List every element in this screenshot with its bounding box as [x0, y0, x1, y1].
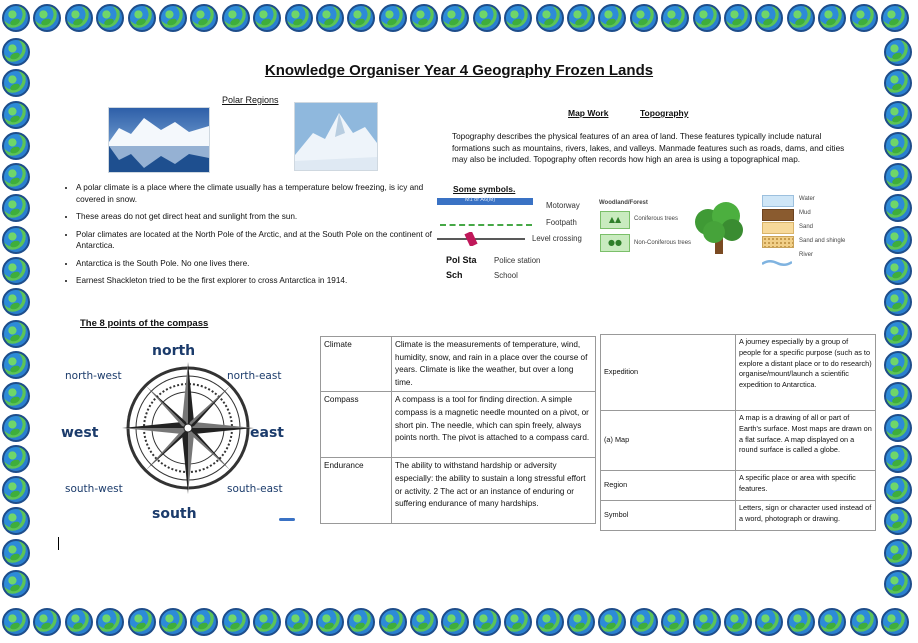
definition-cell: Climate is the measurements of temperature, wind, humidity, snow, and rain in a place over the course of years. Climate is like the weather, but over a long time. — [392, 337, 596, 392]
globe-icon — [884, 288, 912, 316]
globe-icon — [884, 351, 912, 379]
definition-cell: A compass is a tool for finding direction. A simple compass is a magnetic needle mounted on a pivot, or short pin. The needle, which can spin freely, always points north. The pivot is attached to a compass card. — [392, 392, 596, 458]
compass-east: east — [250, 425, 284, 441]
definition-cell: A map is a drawing of all or part of Earth's surface. Most maps are drawn on a flat surface. A map displayed on a round surface is called a globe. — [736, 411, 876, 471]
coniferous-icon: ▲▲ — [600, 211, 630, 229]
sand-label: Sand — [799, 224, 814, 230]
globe-icon — [2, 382, 30, 410]
ice-mountain-photo — [294, 102, 378, 171]
globe-icon — [65, 4, 93, 32]
abbrev-sch-meaning: School — [494, 271, 518, 280]
non-coniferous-label: Non-Coniferous trees — [634, 240, 692, 246]
list-item: • A polar climate is a place where the climate usually has a temperature below freezing, is icy and covered in snow. — [76, 182, 446, 205]
globe-icon — [33, 608, 61, 636]
term-cell: Symbol — [601, 501, 736, 531]
globe-icon — [473, 608, 501, 636]
level-crossing-label: Level crossing — [532, 234, 582, 243]
sand-shingle-swatch — [762, 236, 794, 248]
border-top — [2, 4, 912, 32]
globe-icon — [316, 4, 344, 32]
globe-icon — [818, 608, 846, 636]
globe-icon — [347, 608, 375, 636]
globe-icon — [567, 4, 595, 32]
footpath-label: Footpath — [546, 218, 577, 227]
globe-icon — [724, 4, 752, 32]
definition-cell: The ability to withstand hardship or adversity especially: the ability to sustain a long stressful effort or activity. 2 The act or an instance of enduring or suffering endurance of many hardships. — [392, 458, 596, 524]
list-item: • Polar climates are located at the North Pole of the Arctic, and at the South Pole on the continent of Antarctica. — [76, 229, 446, 252]
tree-icon — [690, 200, 748, 256]
globe-icon — [2, 101, 30, 129]
abbrev-pol-sta-code: Pol Sta — [446, 255, 477, 265]
term-cell: Region — [601, 471, 736, 501]
globe-icon — [881, 608, 909, 636]
compass-heading: The 8 points of the compass — [80, 318, 209, 329]
compass-north: north — [152, 343, 196, 359]
topography-paragraph: Topography describes the physical features of an area of land. These features typically include natural formations such as mountains, rivers, lakes, and valleys. Manmade features such as roads, dams, and cities may also be included. Topography often records how high an area is using a topographical map. — [452, 132, 845, 165]
term-cell: Climate — [321, 337, 392, 392]
globe-icon — [884, 226, 912, 254]
globe-icon — [881, 4, 909, 32]
globe-icon — [787, 608, 815, 636]
definition-cell: A specific place or area with specific features. — [736, 471, 876, 501]
compass-north-east: north-east — [227, 370, 282, 382]
globe-icon — [693, 4, 721, 32]
globe-icon — [884, 163, 912, 191]
globe-icon — [2, 351, 30, 379]
globe-icon — [2, 539, 30, 567]
globe-icon — [379, 4, 407, 32]
abbrev-pol-sta-meaning: Police station — [494, 256, 541, 265]
globe-icon — [473, 4, 501, 32]
motorway-label: Motorway — [546, 201, 580, 210]
small-blue-mark — [279, 518, 295, 521]
compass-south: south — [152, 506, 197, 522]
globe-icon — [285, 608, 313, 636]
woodland-heading: Woodland/Forest — [599, 200, 648, 206]
globe-icon — [504, 608, 532, 636]
list-item: • Earnest Shackleton tried to be the first explorer to cross Antarctica in 1914. — [76, 275, 446, 287]
globe-icon — [159, 608, 187, 636]
table-row — [321, 337, 596, 392]
list-item: • These areas do not get direct heat and sunlight from the sun. — [76, 211, 446, 223]
globe-icon — [33, 4, 61, 32]
vocab-table-right — [600, 334, 876, 531]
coniferous-label: Coniferous trees — [634, 216, 679, 222]
globe-icon — [884, 476, 912, 504]
mud-swatch — [762, 209, 794, 221]
globe-icon — [253, 4, 281, 32]
globe-icon — [222, 608, 250, 636]
globe-icon — [567, 608, 595, 636]
water-swatch — [762, 195, 794, 207]
globe-icon — [96, 4, 124, 32]
border-bottom — [2, 608, 912, 636]
globe-icon — [2, 4, 30, 32]
globe-icon — [253, 608, 281, 636]
water-label: Water — [799, 196, 815, 202]
compass-north-west: north-west — [65, 370, 122, 382]
polar-regions-heading: Polar Regions — [222, 95, 279, 105]
globe-icon — [884, 414, 912, 442]
motorway-symbol — [437, 198, 533, 205]
globe-icon — [190, 4, 218, 32]
symbols-heading: Some symbols. — [453, 184, 516, 194]
globe-icon — [630, 608, 658, 636]
globe-icon — [884, 320, 912, 348]
term-cell: (a) Map — [601, 411, 736, 471]
sand-shingle-label: Sand and shingle — [799, 238, 846, 244]
globe-icon — [787, 4, 815, 32]
globe-icon — [410, 4, 438, 32]
table-row — [321, 458, 596, 524]
footpath-symbol — [440, 224, 532, 226]
globe-icon — [2, 570, 30, 598]
compass-west: west — [61, 425, 99, 441]
globe-icon — [441, 608, 469, 636]
globe-icon — [2, 163, 30, 191]
list-item: • Antarctica is the South Pole. No one lives there. — [76, 258, 446, 270]
globe-icon — [598, 608, 626, 636]
sand-swatch — [762, 222, 794, 234]
motorway-code: M1 or A6(M) — [465, 197, 496, 203]
globe-icon — [818, 4, 846, 32]
globe-icon — [504, 4, 532, 32]
globe-icon — [884, 507, 912, 535]
globe-icon — [65, 608, 93, 636]
border-right — [884, 38, 912, 601]
table-row — [601, 471, 876, 501]
globe-icon — [884, 570, 912, 598]
globe-icon — [884, 445, 912, 473]
globe-icon — [2, 288, 30, 316]
globe-icon — [630, 4, 658, 32]
map-work-heading: Map Work — [568, 108, 609, 118]
border-left — [2, 38, 30, 601]
globe-icon — [2, 257, 30, 285]
topography-heading: Topography — [640, 108, 689, 118]
globe-icon — [755, 608, 783, 636]
globe-icon — [347, 4, 375, 32]
globe-icon — [2, 608, 30, 636]
compass-south-west: south-west — [65, 483, 123, 495]
abbrev-sch-code: Sch — [446, 270, 463, 280]
globe-icon — [536, 4, 564, 32]
page-title: Knowledge Organiser Year 4 Geography Frozen Lands — [264, 62, 654, 79]
table-row — [321, 392, 596, 458]
globe-icon — [884, 257, 912, 285]
globe-icon — [2, 132, 30, 160]
globe-icon — [190, 608, 218, 636]
non-coniferous-icon: ●● — [600, 234, 630, 252]
globe-icon — [884, 132, 912, 160]
globe-icon — [410, 608, 438, 636]
mud-label: Mud — [799, 210, 811, 216]
text-cursor — [58, 537, 59, 550]
globe-icon — [2, 445, 30, 473]
level-crossing-symbol — [437, 236, 525, 242]
globe-icon — [884, 382, 912, 410]
globe-icon — [693, 608, 721, 636]
globe-icon — [598, 4, 626, 32]
definition-cell: A journey especially by a group of people for a specific purpose (such as to explore a distant place or to do research) organise/mount/launch a scientific expedition to Antarctica. — [736, 335, 876, 411]
globe-icon — [2, 507, 30, 535]
globe-icon — [2, 226, 30, 254]
globe-icon — [661, 4, 689, 32]
iceberg-photo — [108, 107, 210, 173]
globe-icon — [159, 4, 187, 32]
globe-icon — [661, 608, 689, 636]
globe-icon — [441, 4, 469, 32]
globe-icon — [222, 4, 250, 32]
globe-icon — [316, 608, 344, 636]
globe-icon — [536, 608, 564, 636]
globe-icon — [285, 4, 313, 32]
globe-icon — [850, 608, 878, 636]
table-row — [601, 501, 876, 531]
definition-cell: Letters, sign or character used instead of a word, photograph or drawing. — [736, 501, 876, 531]
globe-icon — [96, 608, 124, 636]
table-row — [601, 411, 876, 471]
globe-icon — [2, 194, 30, 222]
globe-icon — [2, 476, 30, 504]
river-symbol — [762, 252, 792, 260]
globe-icon — [884, 194, 912, 222]
globe-icon — [884, 539, 912, 567]
compass-south-east: south-east — [227, 483, 283, 495]
polar-facts-list — [62, 182, 446, 293]
vocab-table-left — [320, 336, 596, 524]
term-cell: Endurance — [321, 458, 392, 524]
table-row — [601, 335, 876, 411]
globe-icon — [884, 101, 912, 129]
globe-icon — [128, 4, 156, 32]
term-cell: Compass — [321, 392, 392, 458]
globe-icon — [2, 414, 30, 442]
globe-icon — [724, 608, 752, 636]
globe-icon — [850, 4, 878, 32]
globe-icon — [379, 608, 407, 636]
globe-icon — [2, 320, 30, 348]
term-cell: Expedition — [601, 335, 736, 411]
globe-icon — [755, 4, 783, 32]
river-label: River — [799, 252, 814, 258]
globe-icon — [128, 608, 156, 636]
